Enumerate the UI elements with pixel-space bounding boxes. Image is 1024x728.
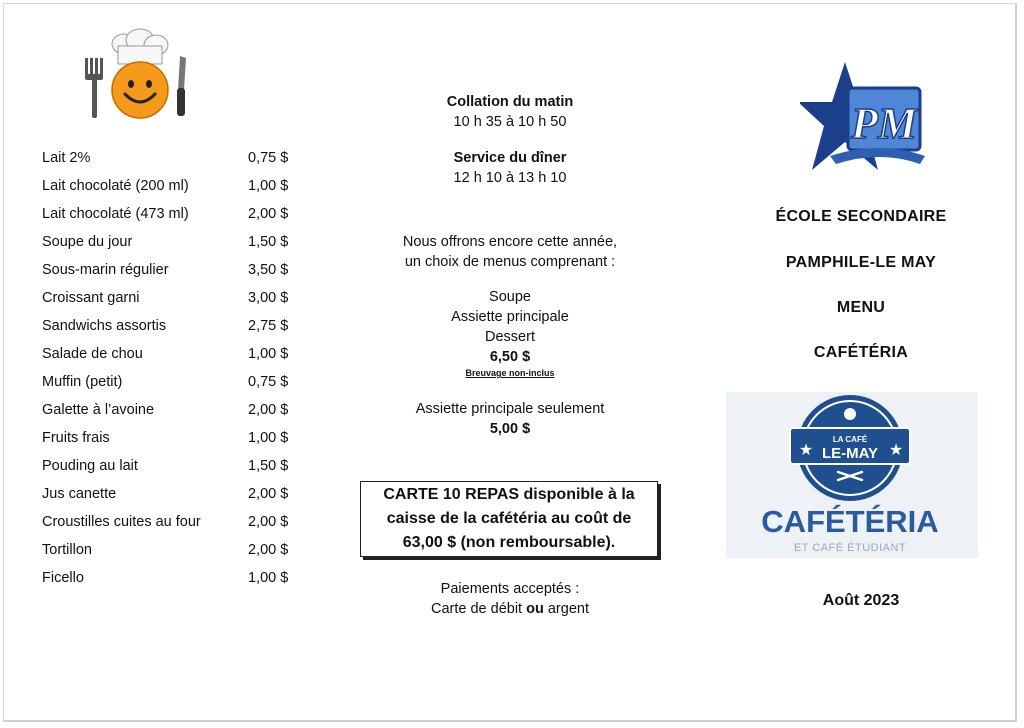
offer-intro-line1: Nous offrons encore cette année, xyxy=(402,234,618,250)
cafe-logo-big-text: LE-MAY xyxy=(821,445,879,462)
main-only-price: 5,00 $ xyxy=(489,421,531,437)
menu-row xyxy=(42,312,312,340)
menu-item-price: 1,00 $ xyxy=(248,178,289,194)
payment-cash: argent xyxy=(543,601,589,617)
menu-row xyxy=(42,200,312,228)
morning-snack-block xyxy=(360,92,660,132)
main-only-block xyxy=(360,399,660,439)
cafeteria-heading: CAFÉTÉRIA xyxy=(813,344,909,361)
menu-heading: MENU xyxy=(836,299,886,316)
menu-row xyxy=(42,368,312,396)
menu-item-price: 2,00 $ xyxy=(248,514,289,530)
cafe-logo-star-left: ★ xyxy=(798,442,814,459)
menu-item-name: Soupe du jour xyxy=(42,234,133,250)
menu-item-name: Sandwichs assortis xyxy=(42,318,167,334)
menu-item-name: Croustilles cuites au four xyxy=(42,514,201,530)
price-list xyxy=(42,144,312,592)
menu-item-name: Lait 2% xyxy=(42,150,91,166)
meal-card-line3: 63,00 $ (non remboursable). xyxy=(402,534,616,551)
combo-price: 6,50 $ xyxy=(489,349,531,365)
menu-item-price: 2,00 $ xyxy=(248,206,289,222)
menu-item-price: 3,00 $ xyxy=(248,290,289,306)
combo-item-main: Assiette principale xyxy=(451,309,569,325)
menu-row xyxy=(42,480,312,508)
cafe-logo-subtitle: ET CAFÉ ÉTUDIANT xyxy=(793,542,907,554)
menu-item-name: Sous-marin régulier xyxy=(42,262,169,278)
cafe-logo-title: CAFÉTÉRIA xyxy=(761,504,939,539)
menu-item-price: 3,50 $ xyxy=(248,262,289,278)
offer-intro-line2: un choix de menus comprenant : xyxy=(404,254,616,270)
menu-item-price: 1,50 $ xyxy=(248,234,289,250)
menu-row xyxy=(42,340,312,368)
menu-item-name: Lait chocolaté (200 ml) xyxy=(42,178,189,194)
menu-row xyxy=(42,508,312,536)
menu-row xyxy=(42,396,312,424)
lunch-service-time: 12 h 10 à 13 h 10 xyxy=(453,170,567,186)
cafe-logo-star-right: ★ xyxy=(888,442,904,459)
meal-card-line1: CARTE 10 REPAS disponible à la xyxy=(383,486,635,503)
menu-row xyxy=(42,536,312,564)
menu-row xyxy=(42,284,312,312)
lunch-service-title: Service du dîner xyxy=(453,150,567,166)
meal-card-line2: caisse de la cafétéria au coût de xyxy=(386,510,632,527)
morning-snack-title: Collation du matin xyxy=(446,94,574,110)
menu-item-name: Galette à l’avoine xyxy=(42,402,155,418)
menu-item-name: Ficello xyxy=(42,570,84,586)
menu-row xyxy=(42,144,312,172)
chef-mascot-icon xyxy=(80,28,195,128)
combo-item-dessert: Dessert xyxy=(485,329,535,345)
menu-date: Août 2023 xyxy=(822,592,900,609)
menu-item-name: Fruits frais xyxy=(42,430,110,446)
menu-item-price: 1,00 $ xyxy=(248,570,289,586)
menu-item-price: 2,00 $ xyxy=(248,542,289,558)
menu-row xyxy=(42,228,312,256)
menu-item-name: Salade de chou xyxy=(42,346,143,362)
menu-row xyxy=(42,256,312,284)
menu-item-price: 1,00 $ xyxy=(248,430,289,446)
morning-snack-time: 10 h 35 à 10 h 50 xyxy=(453,114,567,130)
payment-or: ou xyxy=(526,601,544,617)
menu-item-price: 2,75 $ xyxy=(248,318,289,334)
menu-row xyxy=(42,424,312,452)
cafe-logo xyxy=(726,392,978,558)
menu-item-price: 1,00 $ xyxy=(248,346,289,362)
combo-menu xyxy=(360,287,660,379)
main-only-label: Assiette principale seulement xyxy=(415,401,605,417)
menu-item-price: 2,00 $ xyxy=(248,402,289,418)
school-type: ÉCOLE SECONDAIRE xyxy=(775,208,947,225)
combo-note: Breuvage non-inclus xyxy=(465,368,555,378)
menu-row xyxy=(42,564,312,592)
menu-item-price: 0,75 $ xyxy=(248,150,289,166)
menu-row xyxy=(42,172,312,200)
menu-item-price: 0,75 $ xyxy=(248,374,289,390)
menu-item-name: Tortillon xyxy=(42,542,92,558)
school-name: PAMPHILE-LE MAY xyxy=(785,254,937,271)
lunch-service-block xyxy=(360,148,660,188)
menu-item-name: Pouding au lait xyxy=(42,458,138,474)
menu-item-price: 2,00 $ xyxy=(248,486,289,502)
menu-row xyxy=(42,452,312,480)
menu-item-name: Lait chocolaté (473 ml) xyxy=(42,206,189,222)
menu-item-name: Muffin (petit) xyxy=(42,374,123,390)
payment-methods xyxy=(360,599,660,619)
cafe-logo-small-text: LA CAFÉ xyxy=(832,435,868,444)
offer-intro xyxy=(360,232,660,272)
menu-item-name: Jus canette xyxy=(42,486,117,502)
menu-item-price: 1,50 $ xyxy=(248,458,289,474)
school-logo-icon xyxy=(800,60,930,180)
payment-block xyxy=(360,579,660,619)
school-logo-text: PM xyxy=(851,99,917,148)
payment-title: Paiements acceptés : xyxy=(440,581,580,597)
payment-debit: Carte de débit xyxy=(431,601,527,617)
menu-item-name: Croissant garni xyxy=(42,290,140,306)
combo-item-soup: Soupe xyxy=(489,289,531,305)
meal-card-box xyxy=(360,481,658,557)
